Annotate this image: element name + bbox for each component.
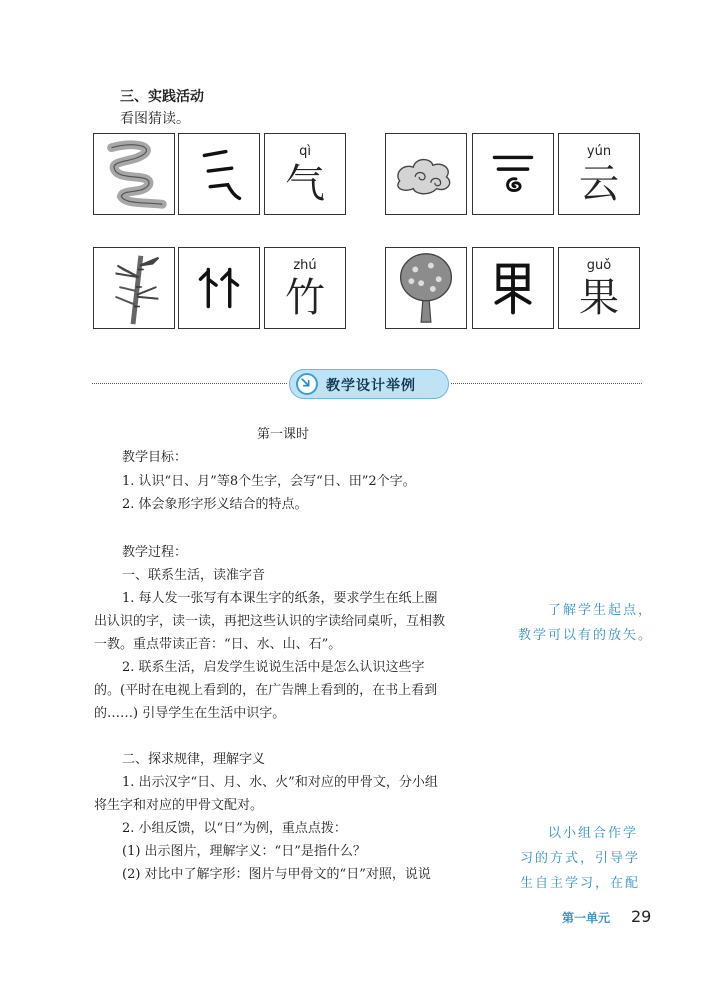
side-note: 了解学生起点， bbox=[548, 603, 654, 618]
divider-left bbox=[92, 383, 287, 384]
paragraph-line: 2. 联系生活，启发学生说说生活中是怎么认识这些字 bbox=[122, 660, 425, 675]
paragraph-line: 1. 每人发一张写有本课生字的纸条，要求学生在纸上圈 bbox=[122, 591, 438, 606]
teaching-design-banner bbox=[289, 369, 449, 399]
paragraph-line: (1) 出示图片，理解字义：“日”是指什么？ bbox=[122, 844, 366, 859]
qi-character-card bbox=[264, 133, 346, 215]
goal-heading: 教学目标： bbox=[122, 450, 188, 465]
zhu-pinyin: zhú bbox=[293, 258, 317, 273]
page-number: 29 bbox=[631, 907, 652, 926]
yun-oracle-glyph bbox=[472, 133, 554, 215]
side-note: 生自主学习，在配 bbox=[520, 876, 641, 891]
guo-pinyin: guǒ bbox=[586, 258, 612, 273]
paragraph-line: 将生字和对应的甲骨文配对。 bbox=[94, 798, 264, 813]
step-1-heading: 一、联系生活，读准字音 bbox=[122, 568, 266, 583]
paragraph-line: 一教。重点带读正音：“日、水、山、石”。 bbox=[94, 637, 342, 652]
cloud-wisp-picture bbox=[93, 133, 175, 215]
lesson-title: 第一课时 bbox=[257, 427, 310, 442]
unit-label: 第一单元 bbox=[562, 911, 611, 925]
side-note: 以小组合作学 bbox=[548, 826, 639, 841]
goal-1: 1. 认识“日、月”等8个生字，会写“日、田”2个字。 bbox=[122, 474, 416, 489]
qi-pinyin: qì bbox=[299, 144, 311, 159]
paragraph-line: 2. 小组反馈，以“日”为例，重点点拨： bbox=[122, 821, 347, 836]
section-heading: 三、实践活动 bbox=[120, 89, 204, 105]
yun-pinyin: yún bbox=[586, 144, 612, 159]
side-note: 教学可以有的放矢。 bbox=[518, 628, 654, 643]
yun-character: 云 bbox=[579, 161, 619, 207]
paragraph-line: (2) 对比中了解字形：图片与甲骨文的“日”对照，说说 bbox=[122, 867, 431, 882]
paragraph-line: 的。(平时在电视上看到的，在广告牌上看到的，在书上看到 bbox=[94, 683, 438, 698]
paragraph-line: 出认识的字，读一读，再把这些认识的字读给同桌听，互相教 bbox=[94, 614, 446, 629]
zhu-character-card bbox=[264, 247, 346, 329]
guo-oracle-glyph bbox=[472, 247, 554, 329]
bamboo-picture bbox=[93, 247, 175, 329]
qi-oracle-glyph bbox=[178, 133, 260, 215]
paragraph-line: 的……) 引导学生在生活中识字。 bbox=[94, 706, 286, 721]
guo-character-card bbox=[558, 247, 640, 329]
step-2-heading: 二、探求规律，理解字义 bbox=[122, 752, 266, 767]
divider-right bbox=[451, 383, 642, 384]
section-instruction: 看图猜读。 bbox=[120, 111, 190, 127]
yun-character-card bbox=[558, 133, 640, 215]
side-note: 习的方式，引导学 bbox=[520, 851, 641, 866]
zhu-oracle-glyph bbox=[178, 247, 260, 329]
fruit-tree-picture bbox=[385, 247, 467, 329]
process-heading: 教学过程： bbox=[122, 545, 188, 560]
paragraph-line: 1. 出示汉字“日、月、水、火”和对应的甲骨文，分小组 bbox=[122, 775, 438, 790]
zhu-character: 竹 bbox=[285, 275, 325, 321]
banner-label: 教学设计举例 bbox=[326, 378, 416, 394]
qi-character: 气 bbox=[285, 161, 325, 207]
cloud-picture bbox=[385, 133, 467, 215]
arrow-circle-icon bbox=[296, 373, 318, 395]
guo-character: 果 bbox=[579, 275, 619, 321]
goal-2: 2. 体会象形字形义结合的特点。 bbox=[122, 497, 308, 512]
